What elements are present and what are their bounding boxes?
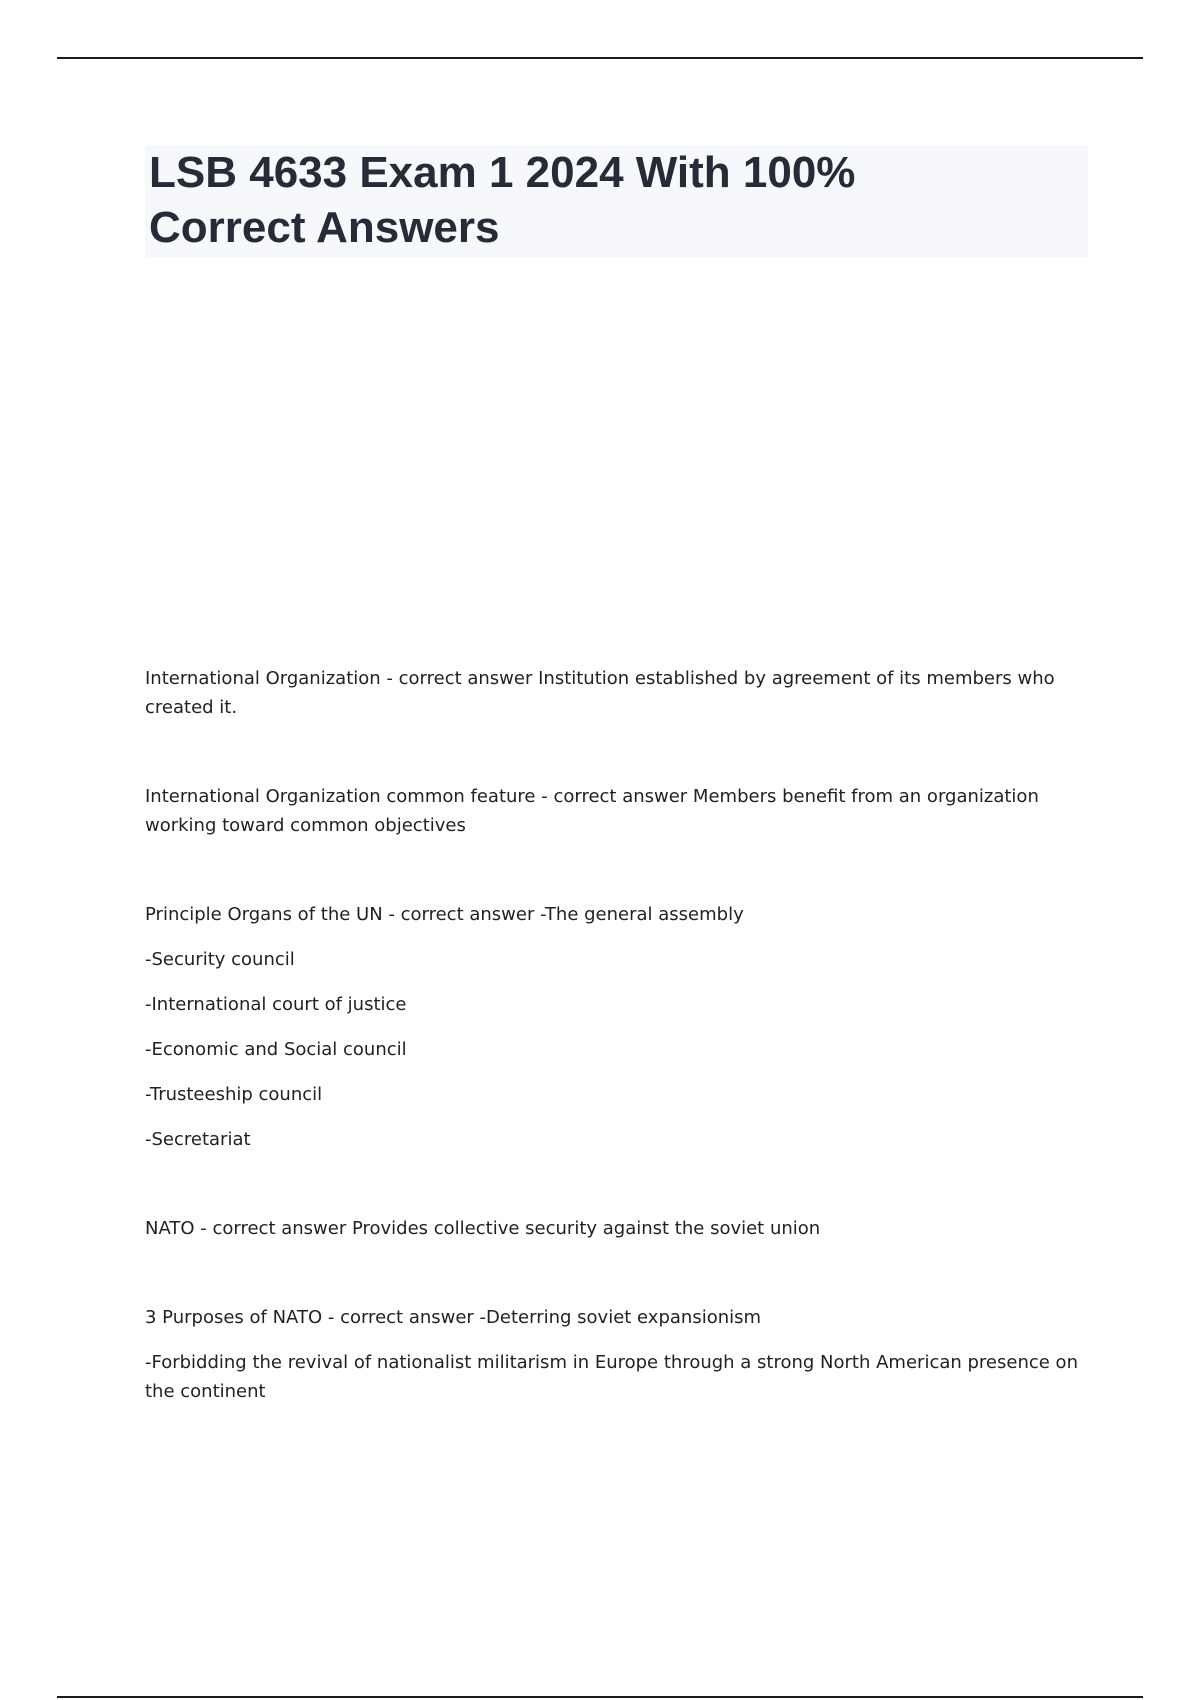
title-block	[145, 145, 1088, 257]
qa-content	[145, 664, 1080, 1406]
document-title: LSB 4633 Exam 1 2024 With 100% Correct Answers	[149, 148, 856, 252]
qa-line: -Economic and Social council	[145, 1039, 407, 1060]
qa-line: International Organization - correct answer Institution established by agreement of its members who created it.	[145, 668, 1055, 718]
qa-line: -International court of justice	[145, 994, 407, 1015]
bottom-rule	[57, 1696, 1143, 1698]
qa-line: -Security council	[145, 949, 295, 970]
qa-line: -Secretariat	[145, 1129, 251, 1150]
qa-line: -Forbidding the revival of nationalist militarism in Europe through a strong North American presence on the continent	[145, 1352, 1078, 1402]
qa-entry-nato-purposes	[145, 1303, 1080, 1406]
qa-entry-un-organs	[145, 900, 1080, 1154]
qa-entry-nato	[145, 1214, 1080, 1243]
qa-line: 3 Purposes of NATO - correct answer -Deterring soviet expansionism	[145, 1307, 762, 1328]
qa-entry-international-organization	[145, 664, 1080, 722]
qa-line: -Trusteeship council	[145, 1084, 323, 1105]
qa-line: NATO - correct answer Provides collective security against the soviet union	[145, 1218, 821, 1239]
qa-line: International Organization common feature - correct answer Members benefit from an organization working toward common objectives	[145, 786, 1039, 836]
qa-entry-common-feature	[145, 782, 1080, 840]
top-rule	[57, 57, 1143, 59]
qa-line: Principle Organs of the UN - correct answer -The general assembly	[145, 904, 744, 925]
